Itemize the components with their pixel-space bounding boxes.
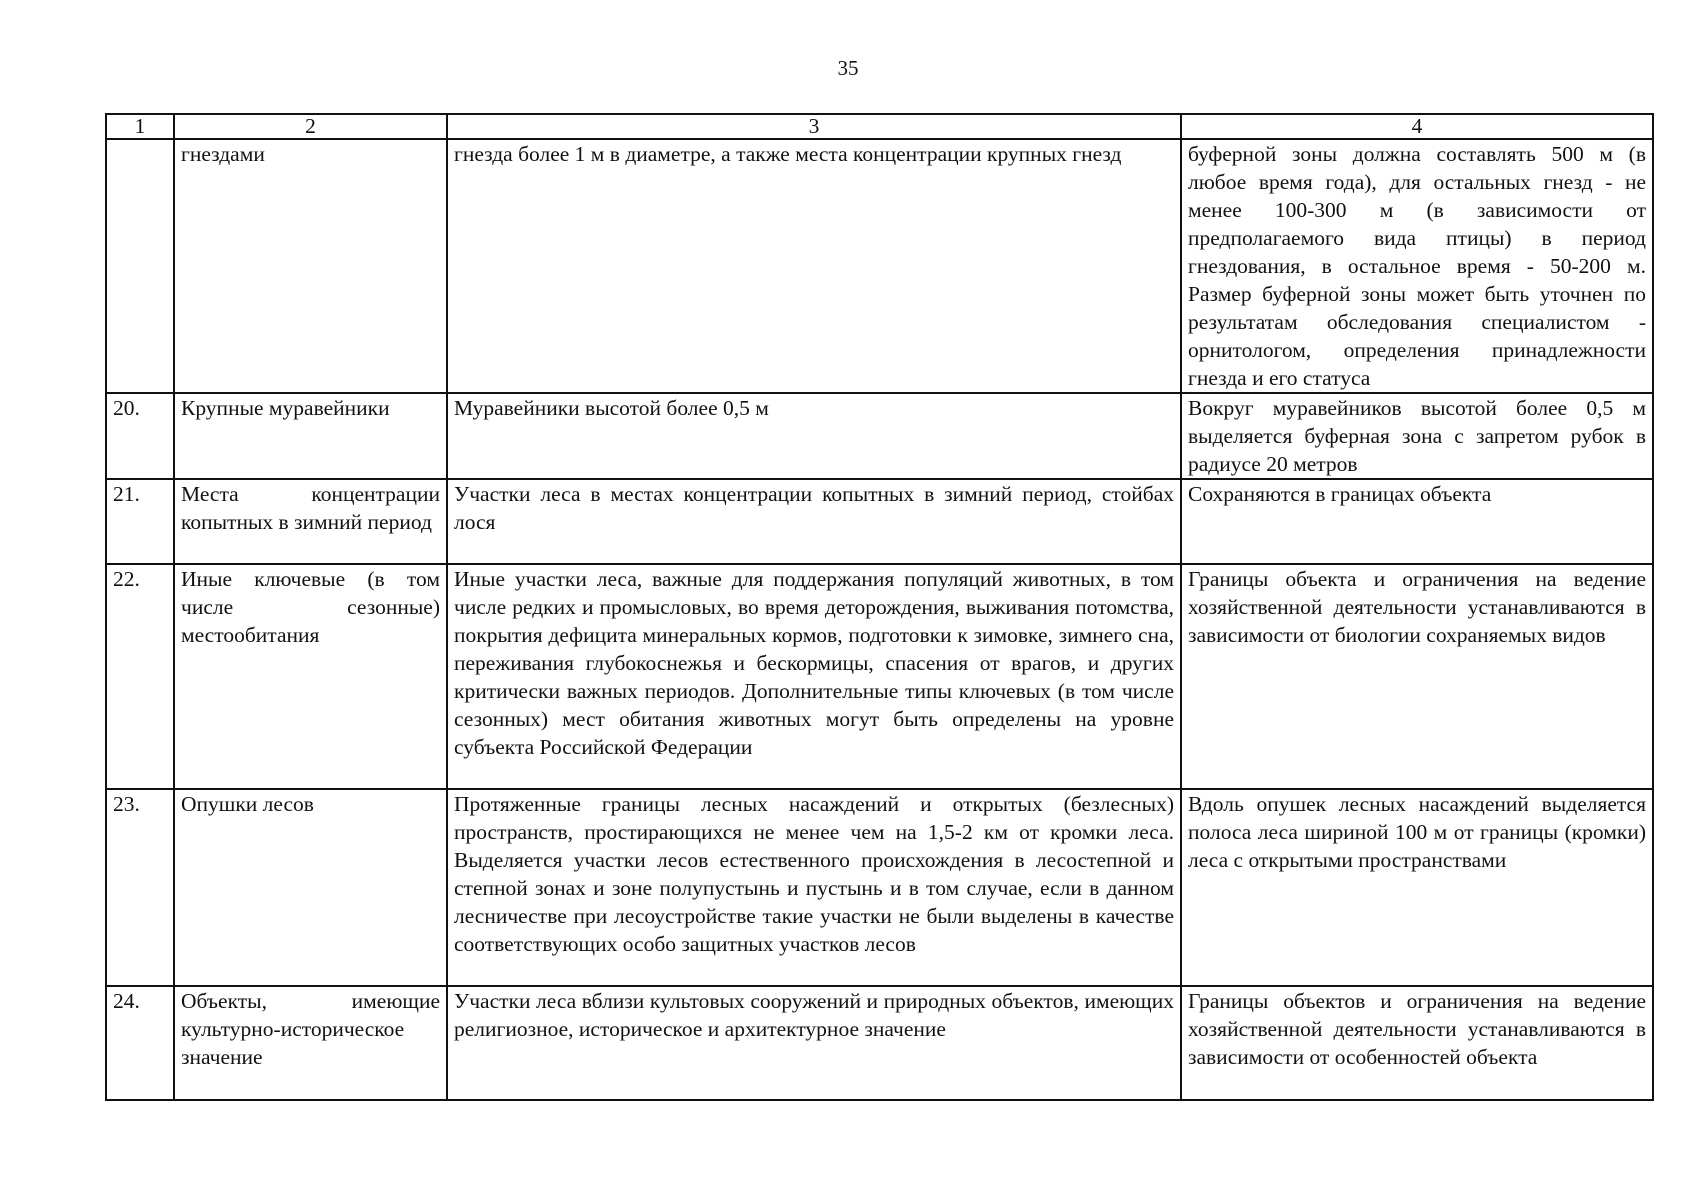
object-description: Иные участки леса, важные для поддержания популяций животных, в том числе редких и промысловых, во время деторождения, выживания потомства, покрытия дефицита минеральных кормов, подготовки к зимовке, зимнего сна, переживания глубокоснежья и бескормицы, спасения от врагов, и других критически важных периодов. Дополнительные типы ключевых (в том числе сезонных) мест обитания животных могут быть определены на уровне субъекта Российской Федерации xyxy=(447,564,1181,789)
object-name: Места концентрации копытных в зимний период xyxy=(174,479,447,564)
object-name: Иные ключевые (в том числе сезонные) местообитания xyxy=(174,564,447,789)
table-row xyxy=(106,393,1653,479)
column-header-3: 3 xyxy=(447,114,1181,139)
object-name: Крупные муравейники xyxy=(174,393,447,479)
row-number: 20. xyxy=(106,393,174,479)
row-number: 23. xyxy=(106,789,174,986)
protection-measures: Границы объекта и ограничения на ведение хозяйственной деятельности устанавливаются в зависимости от биологии сохраняемых видов xyxy=(1181,564,1653,789)
object-description: гнезда более 1 м в диаметре, а также места концентрации крупных гнезд xyxy=(447,139,1181,393)
protection-measures: Вокруг муравейников высотой более 0,5 м выделяется буферная зона с запретом рубок в радиусе 20 метров xyxy=(1181,393,1653,479)
protective-areas-table xyxy=(105,113,1654,1101)
object-description: Участки леса вблизи культовых сооружений и природных объектов, имеющих религиозное, историческое и архитектурное значение xyxy=(447,986,1181,1100)
protection-measures: Вдоль опушек лесных насаждений выделяется полоса леса шириной 100 м от границы (кромки) леса с открытыми пространствами xyxy=(1181,789,1653,986)
object-description: Протяженные границы лесных насаждений и открытых (безлесных) пространств, простирающихся не менее чем на 1,5-2 км от кромки леса. Выделяется участки лесов естественного происхождения в лесостепной и степной зонах и зоне полупустынь и пустынь и в том случае, если в данном лесничестве при лесоустройстве такие участки не были выделены в качестве соответствующих особо защитных участков лесов xyxy=(447,789,1181,986)
object-name: Опушки лесов xyxy=(174,789,447,986)
table-row xyxy=(106,986,1653,1100)
column-header-2: 2 xyxy=(174,114,447,139)
object-name: гнездами xyxy=(174,139,447,393)
object-description: Участки леса в местах концентрации копытных в зимний период, стойбах лося xyxy=(447,479,1181,564)
table-header-row xyxy=(106,114,1653,139)
row-number: 24. xyxy=(106,986,174,1100)
table-row xyxy=(106,564,1653,789)
object-name: Объекты, имеющие культурно-историческое значение xyxy=(174,986,447,1100)
page-number: 35 xyxy=(837,56,859,80)
column-header-1: 1 xyxy=(106,114,174,139)
column-header-4: 4 xyxy=(1181,114,1653,139)
table-row xyxy=(106,479,1653,564)
protection-measures: Сохраняются в границах объекта xyxy=(1181,479,1653,564)
table-row xyxy=(106,139,1653,393)
table-row xyxy=(106,789,1653,986)
row-number: 22. xyxy=(106,564,174,789)
row-number xyxy=(106,139,174,393)
protection-measures: Границы объектов и ограничения на ведение хозяйственной деятельности устанавливаются в зависимости от особенностей объекта xyxy=(1181,986,1653,1100)
object-description: Муравейники высотой более 0,5 м xyxy=(447,393,1181,479)
row-number: 21. xyxy=(106,479,174,564)
protection-measures: буферной зоны должна составлять 500 м (в любое время года), для остальных гнезд - не менее 100-300 м (в зависимости от предполагаемого вида птицы) в период гнездования, в остальное время - 50-200 м. Размер буферной зоны может быть уточнен по результатам обследования специалистом - орнитологом, определения принадлежности гнезда и его статуса xyxy=(1181,139,1653,393)
